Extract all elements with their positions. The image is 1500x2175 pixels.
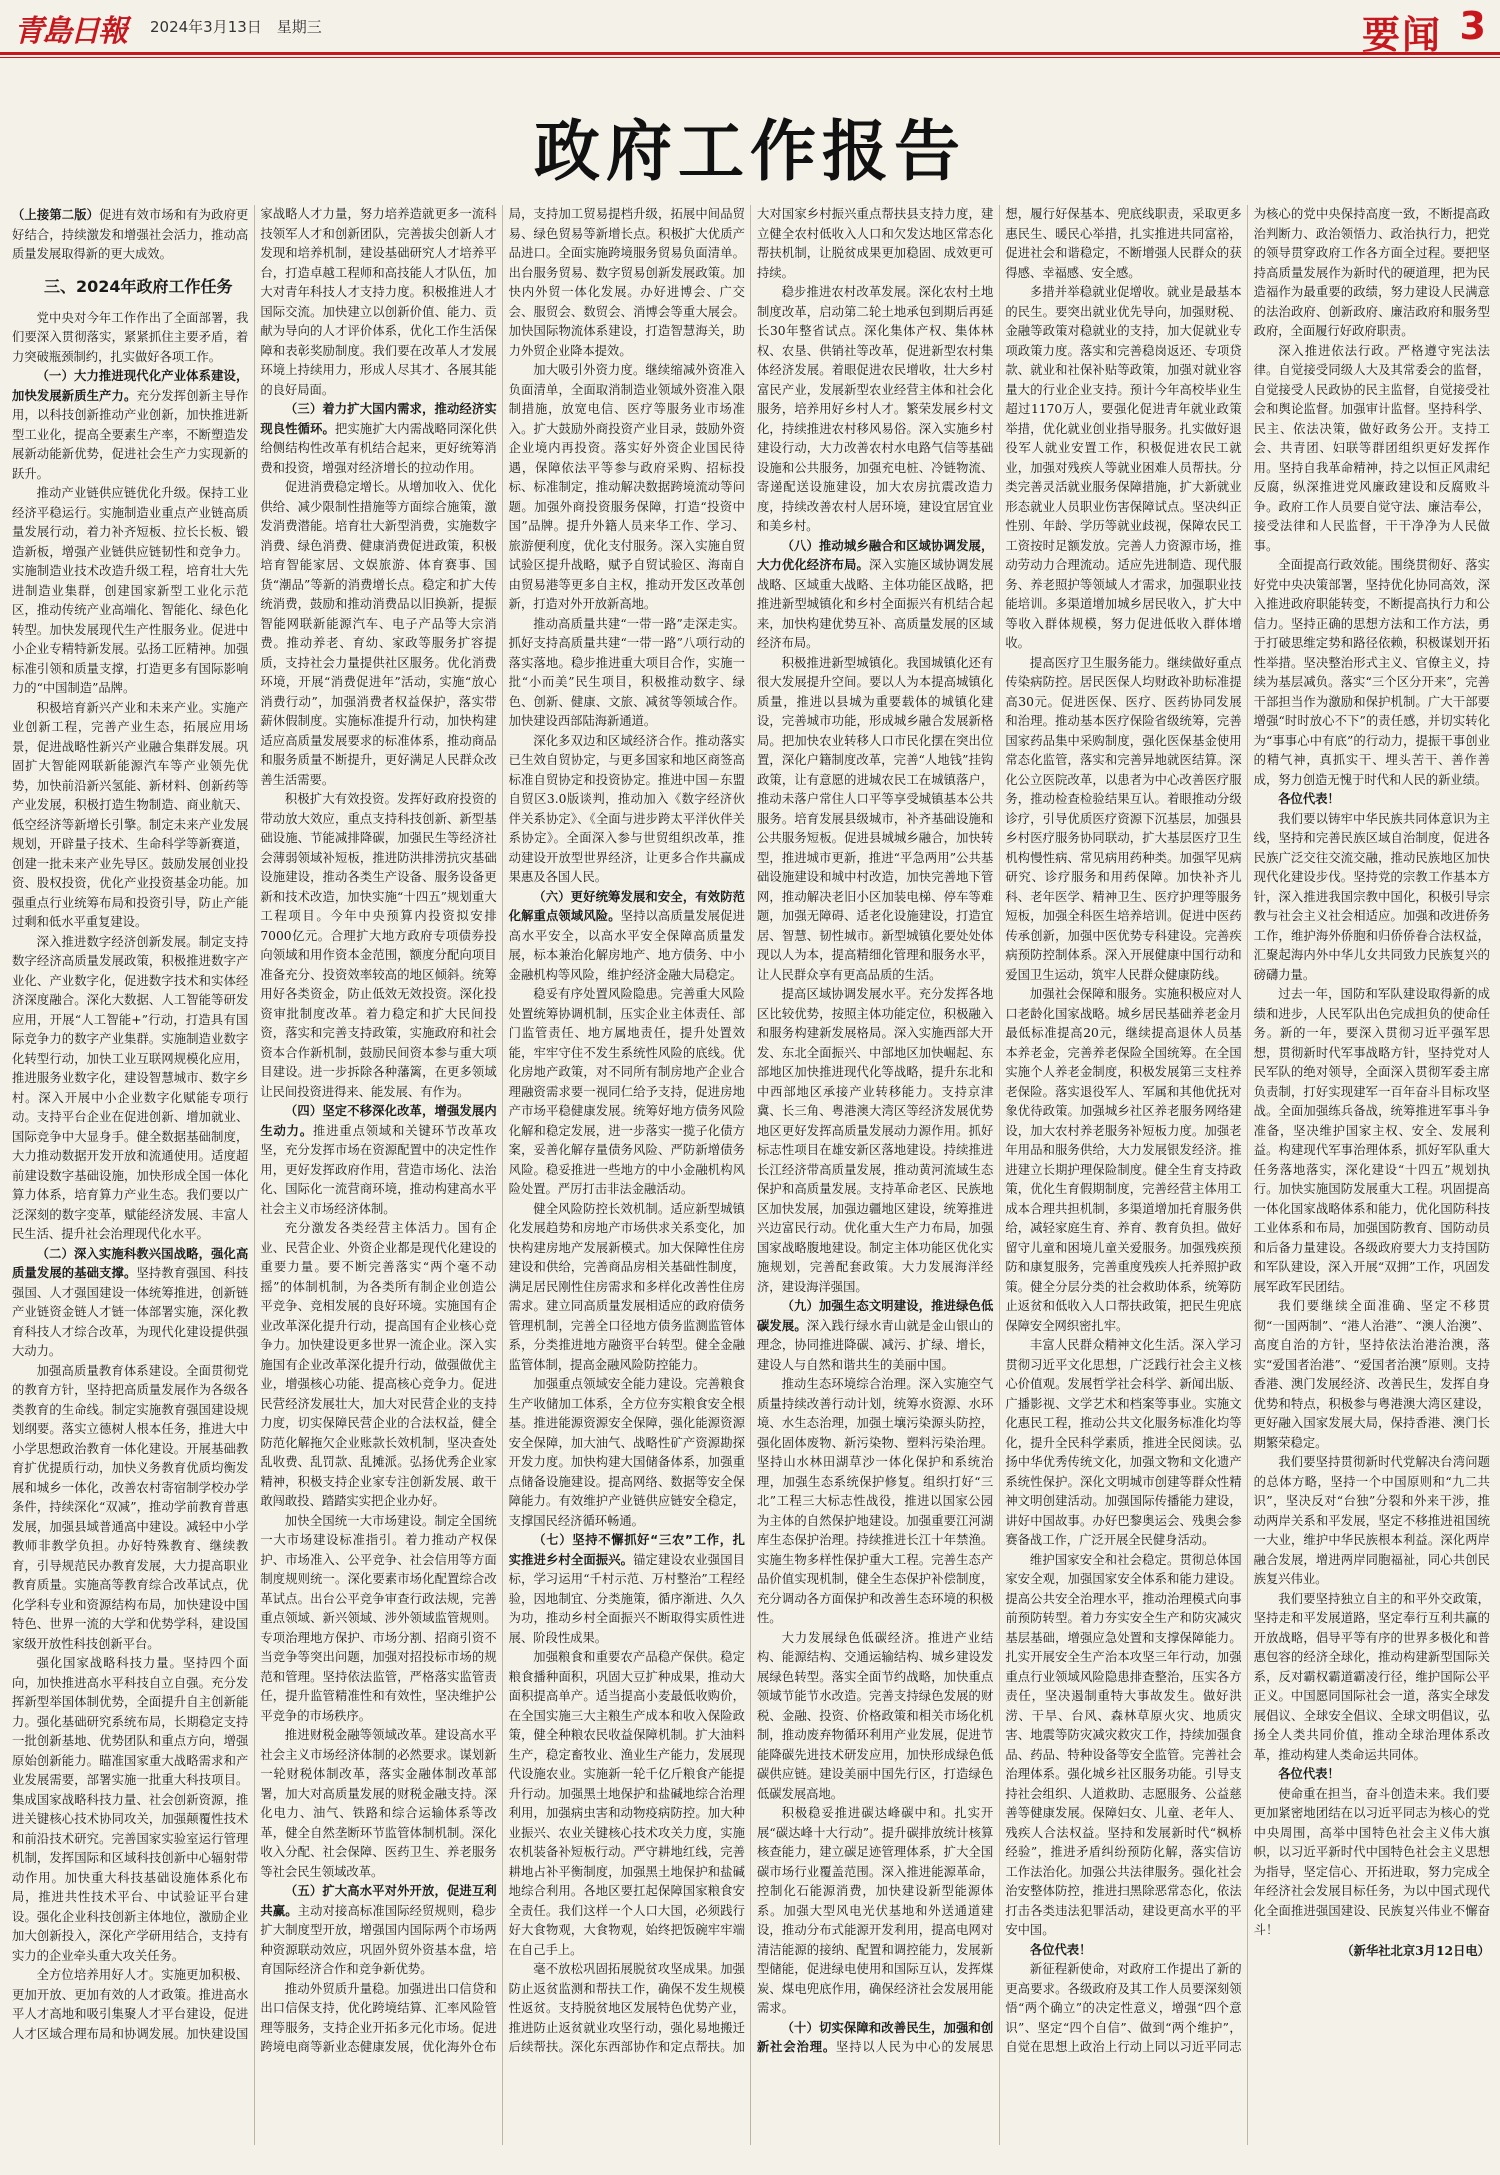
article-paragraph: 推动高质量共建“一带一路”走深走实。抓好支持高质量共建“一带一路”八项行动的落实落地。稳步推进重大项目合作，实施一批“小而美”民生项目，积极推动数字、绿色、创新、健康、文旅、减贫等领域合作。加快建设西部陆海新通道。 xyxy=(508,616,745,728)
address-line: 各位代表！ xyxy=(1029,1942,1092,1957)
article-paragraph: 加大吸引外资力度。继续缩减外资准入负面清单，全面取消制造业领域外资准入限制措施，放宽电信、医疗等服务业市场准入。扩大鼓励外商投资产业目录，鼓励外资企业境内再投资。落实好外资企业国民待遇，保障依法平等参与政府采购、招标投标、标准制定，推动解决数据跨境流动等问题。加强外商投资服务保障，打造“投资中国”品牌。提升外籍人员来华工作、学习、旅游便利度，优化支付服务。深入实施自贸试验区提升战略，赋予自贸试验区、海南自由贸易港等更多自主权，推动开发区改革创新，打造对外开放新高地。 xyxy=(508,363,745,611)
article-paragraph: 全方位培养用好人才。实施更加积极、更加开放、更加有效的人才政策。推进高水平人才高地和吸引集聚人才平台建设，促进人才区域合理布局和协调发展。加快建设国家战略人才力量，努力培养造就更多一流科技领军人才和创新团队，完善拔尖创新人才发现和培养机制，建设基础研究人才培养平台，打造卓越工程师和高技能人才队伍，加大对青年科技人才支持力度。积极推进人才国际交流。加快建立以创新价值、能力、贡献为导向的人才评价体系，优化工作生活保障和表彰奖励制度。我们要在改革人才发展环境上持续用力，形成人尽其才、各展其能的良好局面。 xyxy=(12,207,497,2041)
article-paragraph: 党中央对今年工作作出了全面部署，我们要深入贯彻落实，紧紧抓住主要矛盾，着力突破瓶颈制约，扎实做好各项工作。 xyxy=(12,310,249,364)
article-paragraph: （七）坚持不懈抓好“三农”工作，扎实推进乡村全面振兴。锚定建设农业强国目标，学习运用“千村示范、万村整治”工程经验，因地制宜、分类施策，循序渐进、久久为功，推动乡村全面振兴不断取得实质性进展、阶段性成果。 xyxy=(508,1533,745,1645)
article-paragraph: 深入推进数字经济创新发展。制定支持数字经济高质量发展政策，积极推进数字产业化、产业数字化，促进数字技术和实体经济深度融合。深化大数据、人工智能等研发应用，开展“人工智能+”行动，打造具有国际竞争力的数字产业集群。实施制造业数字化转型行动，加快工业互联网规模化应用，推进服务业数字化，建设智慧城市、数字乡村。深入开展中小企业数字化赋能专项行动。支持平台企业在促进创新、增加就业、国际竞争中大显身手。健全数据基础制度，大力推动数据开发开放和流通使用。适度超前建设数字基础设施，加快形成全国一体化算力体系，培育算力产业生态。我们要以广泛深刻的数字变革，赋能经济发展、丰富人民生活、提升社会治理现代化水平。 xyxy=(12,934,249,1241)
continued-tag: （上接第二版） xyxy=(12,207,100,222)
article-paragraph: 稳妥有序处置风险隐患。完善重大风险处置统筹协调机制，压实企业主体责任、部门监管责任、地方属地责任，提升处置效能，牢牢守住不发生系统性风险的底线。优化房地产政策，对不同所有制房地产企业合理融资需求要一视同仁给予支持，促进房地产市场平稳健康发展。统筹好地方债务风险化解和稳定发展，进一步落实一揽子化债方案，妥善化解存量债务风险、严防新增债务风险。稳妥推进一些地方的中小金融机构风险处置。严厉打击非法金融活动。 xyxy=(508,987,745,1196)
article-paragraph: 加强粮食和重要农产品稳产保供。稳定粮食播种面积，巩固大豆扩种成果，推动大面积提高单产。适当提高小麦最低收购价，在全国实施三大主粮生产成本和收入保险政策，健全种粮农民收益保障机制。扩大油料生产，稳定畜牧业、渔业生产能力，发展现代设施农业。实施新一轮千亿斤粮食产能提升行动。加强黑土地保护和盐碱地综合治理利用，加强病虫害和动物疫病防控。加大种业振兴、农业关键核心技术攻关力度，实施农机装备补短板行动。严守耕地红线，完善耕地占补平衡制度，加强黑土地保护和盐碱地综合利用。各地区要扛起保障国家粮食安全责任。我们这样一个人口大国，必须践行好大食物观，大食物观，始终把饭碗牢牢端在自己手上。 xyxy=(508,1650,745,1957)
article-paragraph: 充分激发各类经营主体活力。国有企业、民营企业、外资企业都是现代化建设的重要力量。要不断完善落实“两个毫不动摇”的体制机制，为各类所有制企业创造公平竞争、竞相发展的良好环境。实施国有企业改革深化提升行动，提高国有企业核心竞争力。加快建设更多世界一流企业。深入实施国有企业改革深化提升行动，做强做优主业，增强核心功能、提高核心竞争力。促进民营经济发展壮大，加大对民营企业的支持力度，切实保障民营企业的合法权益，健全防范化解拖欠企业账款长效机制，坚决查处乱收费、乱罚款、乱摊派。弘扬优秀企业家精神，积极支持企业家专注创新发展、敢干敢闯敢投、踏踏实实把企业办好。 xyxy=(260,1221,497,1508)
article-paragraph: 我们要坚持贯彻新时代党解决台湾问题的总体方略，坚持一个中国原则和“九二共识”，坚决反对“台独”分裂和外来干涉，推动两岸关系和平发展，坚定不移推进祖国统一大业，维护中华民族根本利益。深化两岸融合发展，增进两岸同胞福祉，同心共创民族复兴伟业。 xyxy=(1253,1455,1490,1586)
section-heading: 三、2024年政府工作任务 xyxy=(44,276,233,296)
page-title: 政府工作报告 xyxy=(534,112,966,190)
article-paragraph: 我们要继续全面准确、坚定不移贯彻“一国两制”、“港人治港”、“澳人治澳”、高度自治的方针，坚持依法治港治澳，落实“爱国者治港”、“爱国者治澳”原则。支持香港、澳门发展经济、改善民生，发挥自身优势和特点，积极参与粤港澳大湾区建设，更好融入国家发展大局，保持香港、澳门长期繁荣稳定。 xyxy=(1253,1299,1490,1450)
article-paragraph: 提高区域协调发展水平。充分发挥各地区比较优势，按照主体功能定位，积极融入和服务构建新发展格局。深入实施西部大开发、东北全面振兴、中部地区加快崛起、东部地区加快推进现代化等战略，提升东北和中西部地区承接产业转移能力。支持京津冀、长三角、粤港澳大湾区等经济发展优势地区更好发挥高质量发展动力源作用。抓好标志性项目在雄安新区落地建设。持续推进长江经济带高质量发展，推动黄河流域生态保护和高质量发展。支持革命老区、民族地区加快发展，加强边疆地区建设，统筹推进兴边富民行动。优化重大生产力布局，加强国家战略腹地建设。制定主体功能区优化实施规划，完善配套政策。大力发展海洋经济，建设海洋强国。 xyxy=(756,987,994,1294)
article-paragraph: 加强社会保障和服务。实施积极应对人口老龄化国家战略。城乡居民基础养老金月最低标准提高20元，继续提高退休人员基本养老金，完善养老保险全国统筹。在全国实施个人养老金制度，积极发展第三支柱养老保险。落实退役军人、军属和其他优抚对象优待政策。加强城乡社区养老服务网络建设，加大农村养老服务补短板力度。加强老年用品和服务供给，大力发展银发经济。推进建立长期护理保险制度。健全生育支持政策，优化生育假期制度，完善经营主体用工成本合理共担机制，多渠道增加托育服务供给，减轻家庭生育、养育、教育负担。做好留守儿童和困境儿童关爱服务。加强残疾预防和康复服务，完善重度残疾人托养照护政策。健全分层分类的社会救助体系，统筹防止返贫和低收入人口帮扶政策，把民生兜底保障安全网织密扎牢。 xyxy=(1005,987,1242,1333)
article-paragraph: 全面提高行政效能。围绕贯彻好、落实好党中央决策部署，坚持优化协同高效，深入推进政府职能转变，不断提高执行力和公信力。坚持正确的思想方法和工作方法，勇于打破思维定势和路径依赖，积极谋划开拓性举措。坚决整治形式主义、官僚主义，持续为基层减负。落实“三个区分开来”，完善干部担当作为激励和保护机制。广大干部要增强“时时放心不下”的责任感，并切实转化为“事事心中有底”的行动力，提振干事创业的精气神，真抓实干、埋头苦干、善作善成，努力创造无愧于时代和人民的新业绩。 xyxy=(1253,558,1490,787)
article-paragraph: 推动产业链供应链优化升级。保持工业经济平稳运行。实施制造业重点产业链高质量发展行动，着力补齐短板、拉长长板、锻造新板，增强产业链供应链韧性和竞争力。实施制造业技术改造升级工程，培育壮大先进制造业集群，创建国家新型工业化示范区，推动传统产业高端化、智能化、绿色化转型。加快发展现代生产性服务业。促进中小企业专精特新发展。弘扬工匠精神。加强标准引领和质量支撑，打造更多有国际影响力的“中国制造”品牌。 xyxy=(12,486,249,695)
address-line: 各位代表！ xyxy=(1278,1767,1340,1781)
article-body xyxy=(12,205,1490,2145)
subheading: （十）切实保障和改善民生，加强和创新社会治理。 xyxy=(756,2020,994,2054)
page-number: 3 xyxy=(1459,4,1486,48)
section-name: 要闻 xyxy=(1361,13,1442,57)
subheading: （五）扩大高水平对外开放，促进互利共赢。 xyxy=(260,1884,497,1918)
article-paragraph: 加强高质量教育体系建设。全面贯彻党的教育方针，坚持把高质量发展作为各级各类教育的生命线。制定实施教育强国建设规划纲要。落实立德树人根本任务，推进大中小学思想政治教育一体化建设。开展基础教育扩优提质行动，加快义务教育优质均衡发展和城乡一体化，改善农村寄宿制学校办学条件，持续深化“双减”，推动学前教育普惠发展，加强县域普通高中建设。减轻中小学教师非教学负担。办好特殊教育、继续教育，引导规范民办教育发展，大力提高职业教育质量。实施高等教育综合改革试点，优化学科专业和资源结构布局，加快建设中国特色、世界一流的大学和优势学科，建设国家级开放性科技创新平台。 xyxy=(12,1363,249,1651)
newspaper-logo: 青島日報 xyxy=(14,14,126,49)
article-paragraph: 使命重在担当，奋斗创造未来。我们要更加紧密地团结在以习近平同志为核心的党中央周围，高举中国特色社会主义伟大旗帜，以习近平新时代中国特色社会主义思想为指导，坚定信心、开拓进取，努力完成全年经济社会发展目标任务，为以中国式现代化全面推进强国建设、民族复兴伟业不懈奋斗！ xyxy=(1253,1786,1490,1937)
article-paragraph: 积极扩大有效投资。发挥好政府投资的带动放大效应，重点支持科技创新、新型基础设施、节能减排降碳，加强民生等经济社会薄弱领域补短板，推进防洪排涝抗灾基础设施建设，推动各类生产设备、服务设备更新和技术改造，加快实施“十四五”规划重大工程项目。今年中央预算内投资拟安排7000亿元。合理扩大地方政府专项债券投向领域和用作资本金范围，额度分配向项目准备充分、投资效率较高的地区倾斜。统筹用好各类资金，防止低效无效投资。深化投资审批制度改革。着力稳定和扩大民间投资，落实和完善支持政策，实施政府和社会资本合作新机制，鼓励民间资本参与重大项目建设。进一步拆除各种藩篱，在更多领域让民间投资进得来、能发展、有作为。 xyxy=(260,792,497,1099)
article-paragraph: 提高医疗卫生服务能力。继续做好重点传染病防控。居民医保人均财政补助标准提高30元。促进医保、医疗、医药协同发展和治理。推动基本医疗保险省级统筹，完善国家药品集中采购制度，强化医保基金使用常态化监管，落实和完善异地就医结算。深化公立医院改革，以患者为中心改善医疗服务，推动检查检验结果互认。着眼推动分级诊疗，引导优质医疗资源下沉基层，加强县乡村医疗服务协同联动，扩大基层医疗卫生机构慢性病、常见病用药种类。加强罕见病研究、诊疗服务和用药保障。加快补齐儿科、老年医学、精神卫生、医疗护理等服务短板，加强全科医生培养培训。促进中医药传承创新，加强中医优势专科建设。完善疾病预防控制体系。深入开展健康中国行动和爱国卫生运动，筑牢人民群众健康防线。 xyxy=(1005,655,1242,982)
article-paragraph: 积极培育新兴产业和未来产业。实施产业创新工程，完善产业生态，拓展应用场景，促进战略性新兴产业融合集群发展。巩固扩大智能网联新能源汽车等产业领先优势，加快前沿新兴氢能、新材料、创新药等产业发展，积极打造生物制造、商业航天、低空经济等新增长引擎。制定未来产业发展规划，开辟量子技术、生命科学等新赛道，创建一批未来产业先导区。鼓励发展创业投资、股权投资，优化产业投资基金功能。加强重点行业统筹布局和投资引导，防止产能过剩和低水平重复建设。 xyxy=(12,700,249,929)
article-paragraph: 促进消费稳定增长。从增加收入、优化供给、减少限制性措施等方面综合施策，激发消费潜能。培育壮大新型消费，实施数字消费、绿色消费、健康消费促进政策，积极培育智能家居、文娱旅游、体育赛事、国货“潮品”等新的消费增长点。稳定和扩大传统消费，鼓励和推动消费品以旧换新，提振智能网联新能源汽车、电子产品等大宗消费。推动养老、育幼、家政等服务扩容提质，支持社会力量提供社区服务。优化消费环境，开展“消费促进年”活动，实施“放心消费行动”，加强消费者权益保护，落实带薪休假制度。实施标准提升行动，加快构建适应高质量发展要求的标准体系，推动商品和服务质量不断提升，更好满足人民群众改善生活需要。 xyxy=(260,480,497,787)
article-paragraph: 强化国家战略科技力量。坚持四个面向，加快推进高水平科技自立自强。充分发挥新型举国体制优势，全面提升自主创新能力。强化基础研究系统布局，长期稳定支持一批创新基地、优势团队和重点方向，增强原始创新能力。瞄准国家重大战略需求和产业发展需要，部署实施一批重大科技项目。集成国家战略科技力量、社会创新资源，推进关键核心技术协同攻关，加强颠覆性技术和前沿技术研究。完善国家实验室运行管理机制，发挥国际和区域科技创新中心辐射带动作用。加快重大科技基础设施体系化布局，推进共性技术平台、中试验证平台建设。强化企业科技创新主体地位，激励企业加大创新投入，深化产学研用结合，支持有实力的企业牵头重大攻关任务。 xyxy=(12,1656,249,1963)
subheading: （八）推动城乡融合和区域协调发展，大力优化经济布局。 xyxy=(756,538,994,572)
article-paragraph: 丰富人民群众精神文化生活。深入学习贯彻习近平文化思想，广泛践行社会主义核心价值观。发展哲学社会科学、新闻出版、广播影视、文学艺术和档案等事业。实施文化惠民工程，推动公共文化服务标准化均等化，提升全民科学素质，推进全民阅读。弘扬中华优秀传统文化，加强文物和文化遗产系统性保护。深化文明城市创建等群众性精神文明创建活动。加强国际传播能力建设，讲好中国故事。办好巴黎奥运会、残奥会参赛备战工作，广泛开展全民健身活动。 xyxy=(1005,1338,1242,1547)
article-paragraph: 毫不放松巩固拓展脱贫攻坚成果。加强防止返贫监测和帮扶工作，确保不发生规模性返贫。支持脱贫地区发展特色优势产业，推进防止返贫就业攻坚行动，强化易地搬迁后续帮扶。深化东西部协作和定点帮扶。加大对国家乡村振兴重点帮扶县支持力度，建立健全农村低收入人口和欠发达地区常态化帮扶机制，让脱贫成果更加稳固、成效更可持续。 xyxy=(508,207,994,2054)
article-paragraph: （四）坚定不移深化改革，增强发展内生动力。推进重点领域和关键环节改革攻坚，充分发挥市场在资源配置中的决定性作用，更好发挥政府作用，营造市场化、法治化、国际化一流营商环境，推动构建高水平社会主义市场经济体制。 xyxy=(260,1104,497,1216)
news-agency-credit: （新华社北京3月12日电） xyxy=(1341,1942,1490,1958)
article-paragraph: 加快全国统一大市场建设。制定全国统一大市场建设标准指引。着力推动产权保护、市场准入、公平竞争、社会信用等方面制度规则统一。深化要素市场化配置综合改革试点。出台公平竞争审查行政法规，完善重点领域、新兴领域、涉外领域监管规则。专项治理地方保护、市场分割、招商引资不当竞争等突出问题，加强对招投标市场的规范和管理。坚持依法监管，严格落实监管责任，提升监管精准性和有效性，坚决维护公平竞争的市场秩序。 xyxy=(260,1513,497,1723)
masthead-rule-thin xyxy=(0,57,1500,58)
article-paragraph: 推动外贸质升量稳。加强进出口信贷和出口信保支持，优化跨境结算、汇率风险管理等服务，支持企业开拓多元化市场。促进跨境电商等新业态健康发展，优化海外仓布局，支持加工贸易提档升级，拓展中间品贸易、绿色贸易等新增长点。积极扩大优质产品进口。全面实施跨境服务贸易负面清单。出台服务贸易、数字贸易创新发展政策。加快内外贸一体化发展。办好进博会、广交会、服贸会、数贸会、消博会等重大展会。加快国际物流体系建设，打造智慧海关，助力外贸企业降本提效。 xyxy=(260,207,745,2054)
article-paragraph: 新征程新使命，对政府工作提出了新的更高要求。各级政府及其工作人员要深刻领悟“两个确立”的决定性意义，增强“四个意识”、坚定“四个自信”、做到“两个维护”，自觉在思想上政治上行动上同以习近平同志为核心的党中央保持高度一致，不断提高政治判断力、政治领悟力、政治执行力，把党的领导贯穿政府工作各方面全过程。要把坚持高质量发展作为新时代的硬道理，把为民造福作为最重要的政绩，努力建设人民满意的法治政府、创新政府、廉洁政府和服务型政府，全面履行好政府职责。 xyxy=(1005,207,1490,2054)
subheading: （六）更好统筹发展和安全，有效防范化解重点领域风险。 xyxy=(508,889,745,923)
subheading: （二）深入实施科教兴国战略，强化高质量发展的基础支撑。 xyxy=(12,1246,249,1280)
article-paragraph: 维护国家安全和社会稳定。贯彻总体国家安全观，加强国家安全体系和能力建设。提高公共安全治理水平，推动治理模式向事前预防转型。着力夯实安全生产和防灾减灾基层基础，增强应急处置和支撑保障能力。扎实开展安全生产治本攻坚三年行动，加强重点行业领域风险隐患排查整治，压实各方责任，坚决遏制重特大事故发生。做好洪涝、干旱、台风、森林草原火灾、地质灾害、地震等防灾减灾救灾工作，持续加强食品、药品、特种设备等安全监管。完善社会治理体系。强化城乡社区服务功能。引导支持社会组织、人道救助、志愿服务、公益慈善等健康发展。保障妇女、儿童、老年人、残疾人合法权益。坚持和发展新时代“枫桥经验”，推进矛盾纠纷预防化解，落实信访工作法治化。加强公共法律服务。强化社会治安整体防控，推进扫黑除恶常态化，依法打击各类违法犯罪活动，建设更高水平的平安中国。 xyxy=(1005,1552,1242,1937)
article-paragraph: 大力发展绿色低碳经济。推进产业结构、能源结构、交通运输结构、城乡建设发展绿色转型。落实全面节约战略，加快重点领域节能节水改造。完善支持绿色发展的财税、金融、投资、价格政策和相关市场化机制，推动废弃物循环利用产业发展，促进节能降碳先进技术研发应用，加快形成绿色低碳供应链。建设美丽中国先行区，打造绿色低碳发展高地。 xyxy=(756,1630,994,1801)
masthead xyxy=(0,0,1500,57)
subheading: （一）大力推进现代化产业体系建设，加快发展新质生产力。 xyxy=(12,369,249,403)
subheading: （四）坚定不移深化改革，增强发展内生动力。 xyxy=(260,1104,497,1138)
article-paragraph: 过去一年，国防和军队建设取得新的成绩和进步，人民军队出色完成担负的使命任务。新的一年，要深入贯彻习近平强军思想，贯彻新时代军事战略方针，坚持党对人民军队的绝对领导，全面深入贯彻军委主席负责制，打好实现建军一百年奋斗目标攻坚战。全面加强练兵备战，统筹推进军事斗争准备，坚决维护国家主权、安全、发展利益。构建现代军事治理体系，抓好军队重大任务落地落实，深化建设“十四五”规划执行。加快实施国防发展重大工程。巩固提高一体化国家战略体系和能力，优化国防科技工业体系和布局，加强国防教育、国防动员和后备力量建设。各级政府要大力支持国防和军队建设，深入开展“双拥”工作，巩固发展军政军民团结。 xyxy=(1253,987,1490,1294)
address-line: 各位代表！ xyxy=(1278,792,1340,806)
subheading: （三）着力扩大国内需求，推动经济实现良性循环。 xyxy=(260,402,497,436)
masthead-rule xyxy=(0,52,1500,55)
article-paragraph: 推动生态环境综合治理。深入实施空气质量持续改善行动计划，统筹水资源、水环境、水生态治理，加强土壤污染源头防控，强化固体废物、新污染物、塑料污染治理。坚持山水林田湖草沙一体化保护和系统治理，加强生态系统保护修复。组织打好“三北”工程三大标志性战役，推进以国家公园为主体的自然保护地建设。加强重要江河湖库生态保护治理。持续推进长江十年禁渔。实施生物多样性保护重大工程。完善生态产品价值实现机制，健全生态保护补偿制度，充分调动各方面保护和改善生态环境的积极性。 xyxy=(756,1377,994,1625)
article-paragraph: （二）深入实施科教兴国战略，强化高质量发展的基础支撑。坚持教育强国、科技强国、人才强国建设一体统筹推进，创新链产业链资金链人才链一体部署实施，深化教育科技人才综合改革，为现代化建设提供强大动力。 xyxy=(12,1246,249,1358)
article-paragraph: 积极稳妥推进碳达峰碳中和。扎实开展“碳达峰十大行动”。提升碳排放统计核算核查能力，建立碳足迹管理体系，扩大全国碳市场行业覆盖范围。深入推进能源革命，控制化石能源消费，加快建设新型能源体系。加强大型风电光伏基地和外送通道建设，推动分布式能源开发利用，提高电网对清洁能源的接纳、配置和调控能力，发展新型储能，促进绿电使用和国际互认，发挥煤炭、煤电兜底作用，确保经济社会发展用能需求。 xyxy=(756,1806,994,2015)
article-paragraph: （六）更好统筹发展和安全，有效防范化解重点领域风险。坚持以高质量发展促进高水平安全，以高水平安全保障高质量发展，标本兼治化解房地产、地方债务、中小金融机构等风险，维护经济金融大局稳定。 xyxy=(508,889,745,982)
article-paragraph: 我们要以铸牢中华民族共同体意识为主线，坚持和完善民族区域自治制度，促进各民族广泛交往交流交融，推动民族地区加快现代化建设步伐。坚持党的宗教工作基本方针，深入推进我国宗教中国化，积极引导宗教与社会主义社会相适应。加强和改进侨务工作，维护海外侨胞和归侨侨眷合法权益，汇聚起海内外中华儿女共同致力民族复兴的磅礴力量。 xyxy=(1253,811,1490,982)
subheading: （七）坚持不懈抓好“三农”工作，扎实推进乡村全面振兴。 xyxy=(508,1533,745,1567)
article-paragraph: 加强重点领域安全能力建设。完善粮食生产收储加工体系，全方位夯实粮食安全根基。推进能源资源安全保障，强化能源资源安全保障，加大油气、战略性矿产资源勘探开发力度。加快构建大国储备体系，加强重点储备设施建设。提高网络、数据等安全保障能力。有效维护产业链供应链安全稳定，支撑国民经济循环畅通。 xyxy=(508,1377,745,1528)
article-paragraph: （三）着力扩大国内需求，推动经济实现良性循环。把实施扩大内需战略同深化供给侧结构性改革有机结合起来，更好统筹消费和投资，增强对经济增长的拉动作用。 xyxy=(260,402,497,475)
article-paragraph: 健全风险防控长效机制。适应新型城镇化发展趋势和房地产市场供求关系变化，加快构建房地产发展新模式。加大保障性住房建设和供给，完善商品房相关基础性制度，满足居民刚性住房需求和多样化改善性住房需求。建立同高质量发展相适应的政府债务管理机制，完善全口径地方债务监测监管体系，分类推进地方融资平台转型。健全金融监管体制，提高金融风险防控能力。 xyxy=(508,1201,745,1372)
article-paragraph: （八）推动城乡融合和区域协调发展，大力优化经济布局。深入实施区域协调发展战略、区域重大战略、主体功能区战略，把推进新型城镇化和乡村全面振兴有机结合起来，加快构建优势互补、高质量发展的区域经济布局。 xyxy=(756,538,994,650)
article-paragraph: 深化多双边和区域经济合作。推动落实已生效自贸协定，与更多国家和地区商签高标准自贸协定和投资协定。推进中国－东盟自贸区3.0版谈判，推动加入《数字经济伙伴关系协定》、《全面与进步跨太平洋伙伴关系协定》。全面深入参与世贸组织改革，推动建设开放型世界经济，让更多合作共赢成果惠及各国人民。 xyxy=(508,733,745,884)
article-paragraph: 稳步推进农村改革发展。深化农村土地制度改革，启动第二轮土地承包到期后再延长30年整省试点。深化集体产权、集体林权、农垦、供销社等改革，促进新型农村集体经济发展。着眼促进农民增收，壮大乡村富民产业，发展新型农业经营主体和社会化服务，培养用好乡村人才。繁荣发展乡村文化，持续推进农村移风易俗。深入实施乡村建设行动，大力改善农村水电路气信等基础设施和公共服务，加强充电桩、冷链物流、寄递配送设施建设，加大农房抗震改造力度，持续改善农村人居环境，建设宜居宜业和美乡村。 xyxy=(756,285,994,533)
article-paragraph: （十）切实保障和改善民生，加强和创新社会治理。坚持以人民为中心的发展思想，履行好保基本、兜底线职责，采取更多惠民生、暖民心举措，扎实推进共同富裕，促进社会和谐稳定，不断增强人民群众的获得感、幸福感、安全感。 xyxy=(756,207,1242,2054)
issue-date: 2024年3月13日 星期三 xyxy=(150,18,322,36)
subheading: （九）加强生态文明建设，推进绿色低碳发展。 xyxy=(756,1299,994,1333)
article-paragraph: （一）大力推进现代化产业体系建设，加快发展新质生产力。充分发挥创新主导作用，以科技创新推动产业创新，加快推进新型工业化，提高全要素生产率，不断塑造发展新动能新优势，促进社会生产力实现新的跃升。 xyxy=(12,369,249,481)
article-paragraph: 多措并举稳就业促增收。就业是最基本的民生。要突出就业优先导向，加强财税、金融等政策对稳就业的支持，加大促就业专项政策力度。落实和完善稳岗返还、专项贷款、就业和社保补贴等政策，加强对就业容量大的行业企业支持。预计今年高校毕业生超过1170万人，要强化促进青年就业政策举措，优化就业创业指导服务。扎实做好退役军人就业安置工作，积极促进农民工就业，加强对残疾人等就业困难人员帮扶。分类完善灵活就业服务保障措施，扩大新就业形态就业人员职业伤害保障试点。坚决纠正性别、年龄、学历等就业歧视，保障农民工工资按时足额发放。完善人力资源市场，推动劳动力合理流动。适应先进制造、现代服务、养老照护等领域人才需求，加强职业技能培训。多渠道增加城乡居民收入，扩大中等收入群体规模，努力促进低收入群体增收。 xyxy=(1005,285,1242,650)
article-paragraph: （五）扩大高水平对外开放，促进互利共赢。主动对接高标准国际经贸规则，稳步扩大制度型开放，增强国内国际两个市场两种资源联动效应，巩固外贸外资基本盘，培育国际经济合作和竞争新优势。 xyxy=(260,1884,497,1976)
article-paragraph: （上接第二版）促进有效市场和有为政府更好结合，持续激发和增强社会活力，推动高质量发展取得新的更大成效。 xyxy=(12,207,249,261)
article-paragraph: （九）加强生态文明建设，推进绿色低碳发展。深入践行绿水青山就是金山银山的理念，协同推进降碳、减污、扩绿、增长，建设人与自然和谐共生的美丽中国。 xyxy=(756,1299,994,1372)
article-paragraph: 积极推进新型城镇化。我国城镇化还有很大发展提升空间。要以人为本提高城镇化质量，推进以县城为重要载体的城镇化建设，完善城市功能，形成城乡融合发展新格局。把加快农业转移人口市民化摆在突出位置，深化户籍制度改革，完善“人地钱”挂钩政策，让有意愿的进城农民工在城镇落户，推动未落户常住人口平等享受城镇基本公共服务。培育发展县级城市，补齐基础设施和公共服务短板。促进县城城乡融合，加快转型，推进城市更新，推进“平急两用”公共基础设施建设和城中村改造，加快完善地下管网，推动解决老旧小区加装电梯、停车等难题，加强无障碍、适老化设施建设，打造宜居、智慧、韧性城市。新型城镇化要处处体现以人为本，提高精细化管理和服务水平，让人民群众享有更高品质的生活。 xyxy=(756,655,994,982)
article-paragraph: 推进财税金融等领域改革。建设高水平社会主义市场经济体制的必然要求。谋划新一轮财税体制改革，落实金融体制改革部署，加大对高质量发展的财税金融支持。深化电力、油气、铁路和综合运输体系等改革，健全自然垄断环节监管体制机制。深化收入分配、社会保障、医药卫生、养老服务等社会民生领域改革。 xyxy=(260,1728,497,1879)
article-paragraph: 深入推进依法行政。严格遵守宪法法律。自觉接受同级人大及其常委会的监督，自觉接受人民政协的民主监督，自觉接受社会和舆论监督。加强审计监督。坚持科学、民主、依法决策，做好政务公开。支持工会、共青团、妇联等群团组织更好发挥作用。坚持自我革命精神，持之以恒正风肃纪反腐，纵深推进党风廉政建设和反腐败斗争。政府工作人员要自觉守法、廉洁奉公，接受法律和人民监督，干干净净为人民做事。 xyxy=(1253,343,1490,553)
article-paragraph: 我们要坚持独立自主的和平外交政策，坚持走和平发展道路，坚定奉行互利共赢的开放战略，倡导平等有序的世界多极化和普惠包容的经济全球化，推动构建新型国际关系，反对霸权霸道霸凌行径，维护国际公平正义。中国愿同国际社会一道，落实全球发展倡议、全球安全倡议、全球文明倡议，弘扬全人类共同价值，推动全球治理体系改革，推动构建人类命运共同体。 xyxy=(1253,1591,1490,1762)
